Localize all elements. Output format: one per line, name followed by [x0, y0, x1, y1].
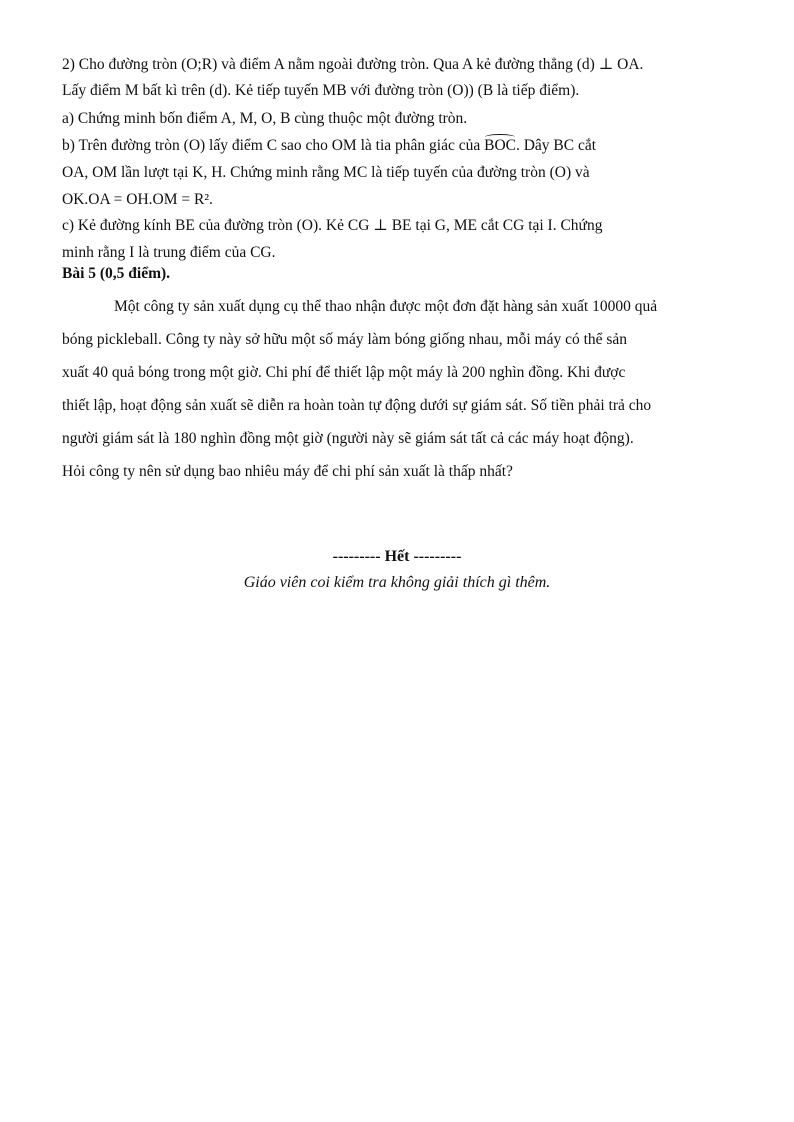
part-a: a) Chứng minh bốn điểm A, M, O, B cùng thuộc một đường tròn. — [62, 110, 468, 127]
part-b-line1 — [62, 136, 596, 156]
part-c-line1: c) Kẻ đường kính BE của đường tròn (O). Kẻ CG ⊥ BE tại G, ME cắt CG tại I. Chứng — [62, 217, 603, 234]
end-note: Giáo viên coi kiểm tra không giải thích gì thêm. — [243, 574, 551, 591]
problem5-line: người giám sát là 180 nghìn đồng một giờ (người này sẽ giám sát tất cả các máy hoạt động). — [62, 430, 634, 447]
arc-boc: BOC — [484, 137, 516, 154]
problem5-line: bóng pickleball. Công ty này sở hữu một số máy làm bóng giống nhau, mỗi máy có thể sản — [62, 331, 628, 348]
part-b-line1-pre: b) Trên đường tròn (O) lấy điểm C sao cho OM là tia phân giác của — [62, 137, 485, 154]
problem5-line: xuất 40 quả bóng trong một giờ. Chi phí để thiết lập một máy là 200 nghìn đồng. Khi được — [62, 364, 626, 381]
part-c-line2: minh rằng I là trung điểm của CG. — [62, 244, 276, 261]
problem5-title: Bài 5 (0,5 điểm). — [62, 265, 171, 282]
problem5-line: Hỏi công ty nên sử dụng bao nhiêu máy để chi phí sản xuất là thấp nhất? — [62, 463, 513, 480]
part-b-line1-post: . Dây BC cắt — [515, 137, 597, 154]
part-b-line3: OK.OA = OH.OM = R². — [62, 191, 213, 208]
problem4-2-line2: Lấy điểm M bất kì trên (d). Kẻ tiếp tuyến MB với đường tròn (O)) (B là tiếp điểm). — [62, 82, 580, 99]
part-b-line2: OA, OM lần lượt tại K, H. Chứng minh rằng MC là tiếp tuyến của đường tròn (O) và — [62, 164, 590, 181]
problem5-line: Một công ty sản xuất dụng cụ thể thao nhận được một đơn đặt hàng sản xuất 10000 quả — [114, 298, 658, 315]
problem5-line: thiết lập, hoạt động sản xuất sẽ diễn ra hoàn toàn tự động dưới sự giám sát. Số tiền phải trả cho — [62, 397, 652, 414]
end-title: --------- Hết --------- — [332, 548, 462, 565]
problem4-2-line1: 2) Cho đường tròn (O;R) và điểm A nằm ngoài đường tròn. Qua A kẻ đường thẳng (d) ⊥ OA. — [62, 56, 644, 73]
